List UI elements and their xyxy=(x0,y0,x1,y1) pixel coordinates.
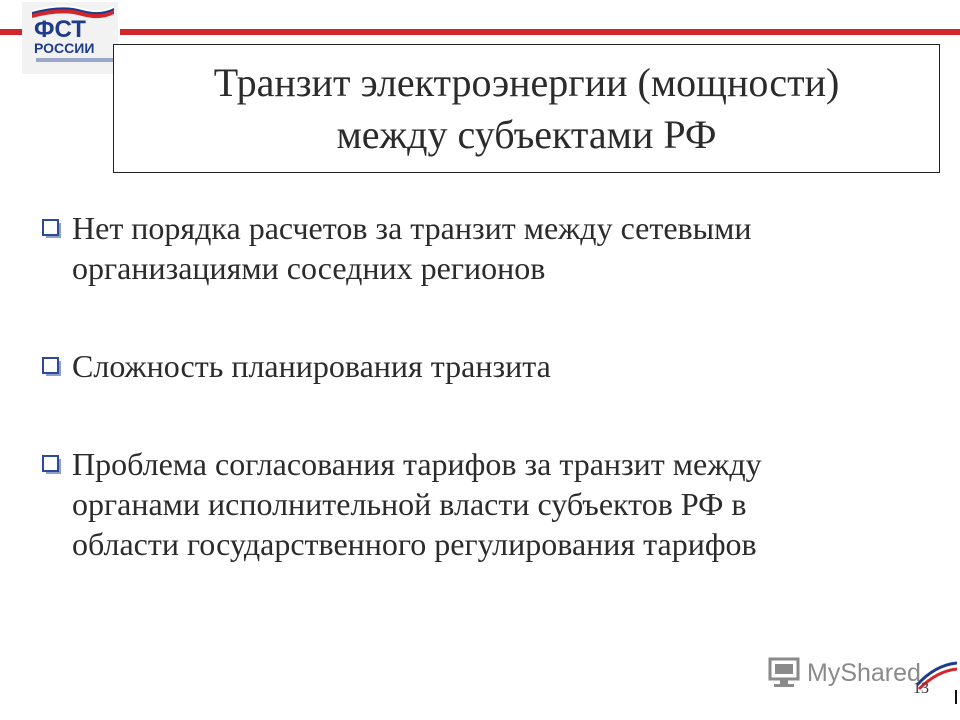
page-number: 13 xyxy=(913,680,929,697)
bullet-line: органами исполнительной власти субъектов РФ в xyxy=(72,486,747,522)
logo-wordmark-bottom: РОССИИ xyxy=(34,40,95,56)
bullet-item xyxy=(42,208,752,288)
bullet-line: области государственного регулирования тарифов xyxy=(72,526,757,562)
bullet-line: Нет порядка расчетов за транзит между сетевыми xyxy=(72,210,752,246)
checkbox-bullet-icon xyxy=(42,357,62,377)
slide-title-line-2: между субъектами РФ xyxy=(336,111,717,157)
watermark-text: MyShared xyxy=(807,659,921,687)
bullet-line: организациями соседних регионов xyxy=(72,250,546,286)
bullet-text xyxy=(72,346,551,386)
logo-tagline-line xyxy=(36,58,116,62)
checkbox-bullet-icon xyxy=(42,219,62,239)
header-rule-left xyxy=(0,29,22,35)
fst-logo xyxy=(22,2,118,74)
slide-title-line-1: Транзит электроэнергии (мощности) xyxy=(213,59,840,105)
bullet-line: Проблема согласования тарифов за транзит между xyxy=(72,446,762,482)
title-box xyxy=(113,44,940,173)
bullet-text xyxy=(72,208,752,288)
checkbox-bullet-icon xyxy=(42,455,62,475)
bullet-line: Сложность планирования транзита xyxy=(72,348,551,384)
bullet-item xyxy=(42,346,551,386)
logo-wordmark-top: ФСТ xyxy=(34,16,86,43)
bullet-item xyxy=(42,444,762,564)
header-rule xyxy=(120,29,960,35)
edge-mark xyxy=(955,690,957,704)
bullet-text xyxy=(72,444,762,564)
